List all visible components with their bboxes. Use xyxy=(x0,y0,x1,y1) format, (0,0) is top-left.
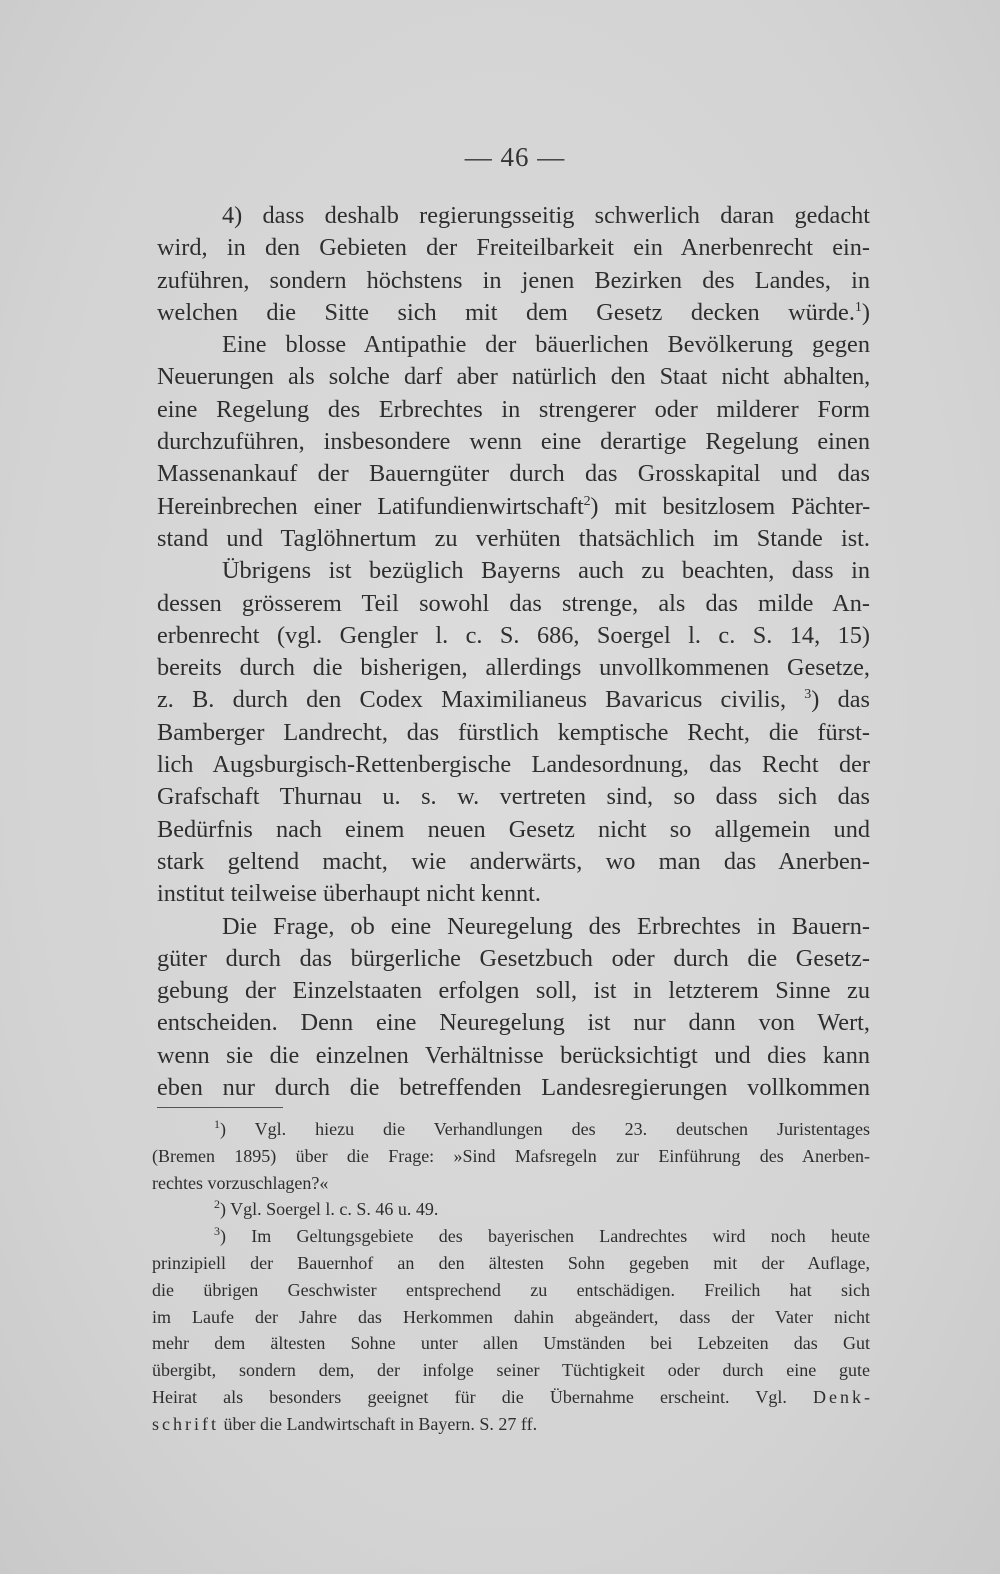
text-line: Grafschaft Thurnau u. s. w. vertreten sind, so dass sich das xyxy=(157,783,870,811)
text-line: z. B. durch den Codex Maximilianeus Bavaricus civilis, $^3$) das xyxy=(157,686,871,714)
text-segment: Vgl. Soergel l. c. S. 46 u. 49. xyxy=(230,1199,439,1220)
text-line: Eine blosse Antipathie der bäuerlichen Bevölkerung gegen xyxy=(222,331,870,359)
text-line: bereits durch die bisherigen, allerdings unvollkommenen Gesetze, xyxy=(157,654,870,682)
text-line: erbenrecht (vgl. Gengler l. c. S. 686, Soergel l. c. S. 14, 15) xyxy=(157,621,870,649)
text-segment: Im Geltungsgebiete des bayerischen Landrechtes wird noch heute xyxy=(251,1226,870,1247)
text-segment: Vgl. hiezu die Verhandlungen des 23. deutschen Juristentages xyxy=(254,1119,870,1139)
footnote-line: mehr dem ältesten Sohne unter allen Umständen bei Lebzeiten das Gut xyxy=(152,1333,870,1354)
text-line: eben nur durch die betreffenden Landesregierungen vollkommen xyxy=(157,1074,870,1102)
text-segment: welchen die Sitte sich mit dem Gesetz decken würde. xyxy=(157,298,855,326)
footnote-line: $^3$) Im Geltungsgebiete des bayerischen Landrechtes wird noch heute xyxy=(214,1224,870,1247)
text-line: zuführen, sondern höchstens in jenen Bezirken des Landes, in xyxy=(157,266,870,294)
footnotes xyxy=(152,1116,870,1438)
text-line: eine Regelung des Erbrechtes in strengerer oder milderer Form xyxy=(157,395,870,423)
spaced-text: schrift xyxy=(152,1413,219,1434)
footnote-line: im Laufe der Jahre das Herkommen dahin abgeändert, dass der Vater nicht xyxy=(152,1306,870,1327)
text-segment: das xyxy=(837,686,871,714)
text-line: Bamberger Landrecht, das fürstlich kemptische Recht, die fürst- xyxy=(157,718,870,746)
footnote-line: die übrigen Geschwister entsprechend zu entschädigen. Freilich hat sich xyxy=(152,1279,870,1300)
text-line: Hereinbrechen einer Latifundienwirtschaft$^2$) mit besitzlosem Pächter- xyxy=(157,492,871,520)
text-line: Neuerungen als solche darf aber natürlich den Staat nicht abhalten, xyxy=(157,363,870,391)
footnote-line: (Bremen 1895) über die Frage: »Sind Mafsregeln zur Einführung des Anerben- xyxy=(152,1145,870,1166)
text-line: wird, in den Gebieten der Freiteilbarkeit ein Anerbenrecht ein- xyxy=(157,234,870,262)
page-number: — 46 — xyxy=(464,142,566,172)
text-line: lich Augsburgisch-Rettenbergische Landesordnung, das Recht der xyxy=(157,751,870,779)
footnote-line: prinzipiell der Bauernhof an den ältesten Sohn gegeben mit der Auflage, xyxy=(152,1252,870,1273)
footnote-mark: 3 xyxy=(214,1224,220,1239)
footnote-line: $^1$) Vgl. hiezu die Verhandlungen des 23. deutschen Juristentages xyxy=(214,1117,870,1139)
footnote-line: übergibt, sondern dem, der infolge seiner Tüchtigkeit oder durch eine gute xyxy=(152,1360,870,1381)
text-line: welchen die Sitte sich mit dem Gesetz decken würde.$^1$) xyxy=(157,298,870,326)
text-line: Massenankauf der Bauerngüter durch das Grosskapital und das xyxy=(157,460,870,488)
text-line: güter durch das bürgerliche Gesetzbuch oder durch die Gesetz- xyxy=(157,944,870,972)
text-segment: Heirat als besonders geeignet für die Übernahme erscheint. Vgl. xyxy=(152,1386,787,1407)
text-line: dessen grösserem Teil sowohl das strenge, als das milde An- xyxy=(157,589,870,617)
footnote-line xyxy=(152,1411,870,1438)
text-line: gebung der Einzelstaaten erfolgen soll, ist in letzterem Sinne zu xyxy=(157,977,870,1005)
text-segment: mit besitzlosem Pächter- xyxy=(614,492,871,520)
text-line: Die Frage, ob eine Neuregelung des Erbrechtes in Bauern- xyxy=(222,912,870,940)
text-line: institut teilweise überhaupt nicht kennt. xyxy=(157,880,541,908)
spaced-text: Denk xyxy=(813,1386,864,1407)
text-line: wenn sie die einzelnen Verhältnisse berücksichtigt und dies kann xyxy=(157,1041,870,1069)
text-line: stark geltend macht, wie anderwärts, wo man das Anerben- xyxy=(157,847,870,875)
footnote-line: $^2$) Vgl. Soergel l. c. S. 46 u. 49. xyxy=(214,1197,439,1220)
text-line: Bedürfnis nach einem neuen Gesetz nicht so allgemein und xyxy=(157,815,870,843)
footnote-divider xyxy=(157,1107,283,1108)
footnote-line: rechtes vorzuschlagen?« xyxy=(152,1172,329,1193)
text-line: stand und Taglöhnertum zu verhüten thatsächlich im Stande ist. xyxy=(157,524,870,552)
text-line: entscheiden. Denn eine Neuregelung ist nur dann von Wert, xyxy=(157,1009,870,1037)
footnote-mark: 1 xyxy=(214,1117,220,1131)
footnote-mark: 2 xyxy=(214,1197,220,1212)
footnote-ref: 3 xyxy=(804,687,812,703)
text-segment: z. B. durch den Codex Maximilianeus Bavaricus civilis, xyxy=(157,686,787,714)
text-line: durchzuführen, insbesondere wenn eine derartige Regelung einen xyxy=(157,428,870,456)
footnote-line: Heirat als besonders geeignet für die Übernahme erscheint. Vgl. Denk- xyxy=(152,1386,870,1407)
footnote-ref: 1 xyxy=(854,299,862,315)
text-line: Übrigens ist bezüglich Bayerns auch zu beachten, dass in xyxy=(222,557,870,585)
footnote-ref: 2 xyxy=(583,493,591,509)
text-segment: Hereinbrechen einer Latifundienwirtschaft xyxy=(157,492,584,520)
text-line: 4) dass deshalb regierungsseitig schwerlich daran gedacht xyxy=(222,202,870,229)
main-text xyxy=(157,200,870,1104)
text-segment: über die Landwirtschaft in Bayern. S. 27 ff. xyxy=(223,1413,538,1434)
